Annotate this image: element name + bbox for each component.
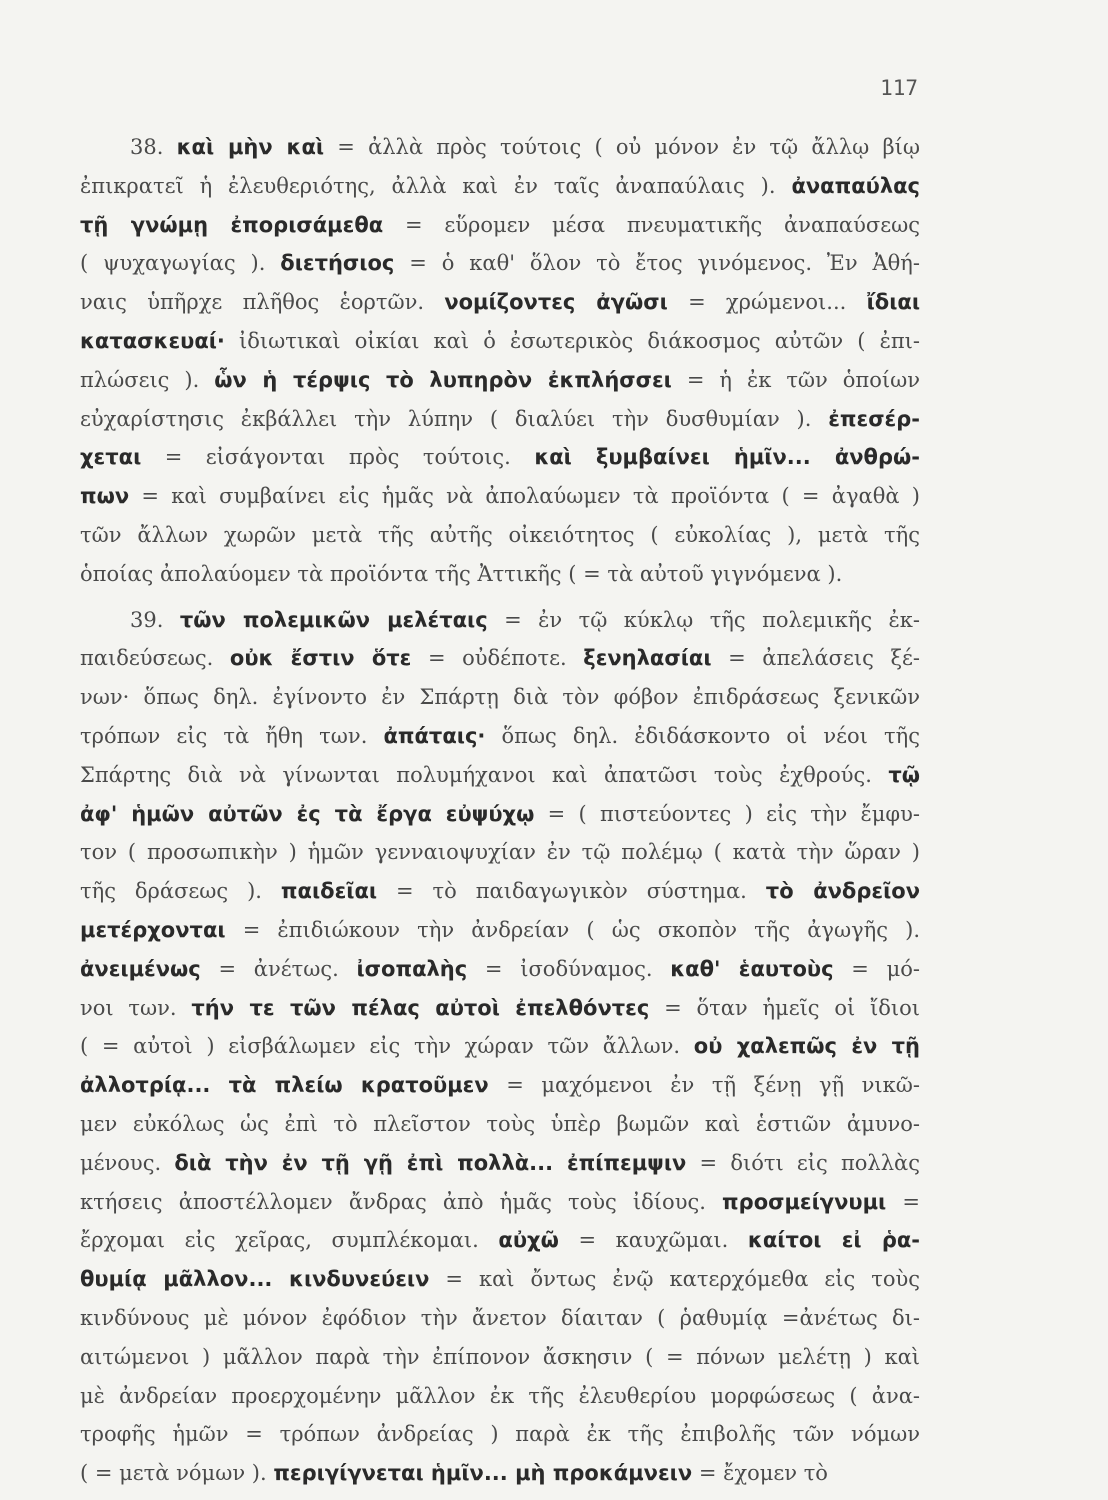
gloss-text: κτήσεις ἀποστέλλομεν ἄνδρας ἀπὸ ἡμᾶς τοὺς ἰδίους.: [80, 1189, 723, 1214]
gloss-text: = ἀπελάσεις ξέ-: [711, 646, 920, 671]
gloss-text: κινδύνους μὲ μόνον ἐφόδιον τὴν ἄνετον δίαιταν ( ῥαθυμίᾳ =ἀνέτως δι-: [80, 1305, 920, 1330]
text-line: [80, 244, 920, 283]
lemma-term: κατασκευαί·: [80, 328, 225, 353]
gloss-text: μὲ ἀνδρείαν προερχομένην μᾶλλον ἐκ τῆς ἐλευθερίου μορφώσεως ( ἀνα-: [80, 1383, 920, 1408]
gloss-text: τροφῆς ἡμῶν = τρόπων ἀνδρείας ) παρὰ ἐκ τῆς ἐπιβολῆς τῶν νόμων: [80, 1422, 920, 1447]
text-line: [80, 438, 920, 477]
gloss-text: ( = μετὰ νόμων ).: [80, 1461, 274, 1486]
text-line: [80, 477, 920, 516]
lemma-term: καθ' ἑαυτοὺς: [670, 956, 834, 981]
gloss-text: ναις ὑπῆρχε πλῆθος ἑορτῶν.: [80, 290, 445, 315]
gloss-text: παιδεύσεως.: [80, 646, 230, 671]
gloss-text: = καὶ ὄντως ἐνῷ κατερχόμεθα εἰς τοὺς: [429, 1267, 921, 1292]
text-line: [80, 1066, 920, 1105]
text-line: [80, 361, 920, 400]
text-line: [80, 206, 920, 245]
text-line: [80, 516, 920, 555]
lemma-term: ἀφ' ἡμῶν αὐτῶν ἐς τὰ ἔργα εὐψύχῳ: [80, 801, 535, 826]
lemma-term: καὶ ξυμβαίνει ἡμῖν... ἀνθρώ-: [534, 445, 920, 470]
lemma-term: ἀλλοτρίᾳ... τὰ πλείω κρατοῦμεν: [80, 1073, 489, 1098]
text-line: [80, 1144, 920, 1183]
text-line: [80, 989, 920, 1028]
lemma-term: τήν τε τῶν πέλας αὐτοὶ ἐπελθόντες: [191, 995, 650, 1020]
lemma-term: τῇ γνώμῃ ἐπορισάμεθα: [80, 212, 384, 237]
gloss-text: ἐπικρατεῖ ἡ ἐλευθεριότης, ἀλλὰ καὶ ἐν ταῖς ἀναπαύλαις ).: [80, 173, 792, 198]
text-line: [80, 1027, 920, 1066]
lemma-term: ἀναπαύλας: [791, 173, 920, 198]
lemma-term: παιδεῖαι: [280, 879, 378, 904]
gloss-text: εὐχαρίστησις ἐκβάλλει τὴν λύπην ( διαλύει τὴν δυσθυμίαν ).: [80, 406, 829, 431]
text-line: [80, 167, 920, 206]
text-line: [80, 1105, 920, 1144]
text-line: [80, 678, 920, 717]
gloss-text: μεν εὐκόλως ὡς ἐπὶ τὸ πλεῖστον τοὺς ὑπὲρ βωμῶν καὶ ἑστιῶν ἀμυνο-: [80, 1111, 920, 1136]
gloss-text: τον ( προσωπικὴν ) ἡμῶν γενναιοψυχίαν ἐν τῷ πολέμῳ ( κατὰ τὴν ὥραν ): [80, 840, 920, 865]
gloss-text: = ἐπιδιώκουν τὴν ἀνδρείαν ( ὡς σκοπὸν τῆς ἀγωγῆς ).: [225, 917, 920, 942]
text-line: [80, 1299, 920, 1338]
gloss-text: = χρώμενοι...: [667, 290, 867, 315]
lemma-term: διὰ τὴν ἐν τῇ γῇ ἐπὶ πολλὰ... ἐπίπεμψιν: [174, 1150, 687, 1175]
gloss-text: τρόπων εἰς τὰ ἤθη των.: [80, 723, 384, 748]
text-line: [80, 717, 920, 756]
lemma-term: περιγίγνεται ἡμῖν... μὴ προκάμνειν: [273, 1461, 693, 1486]
text-line: [80, 322, 920, 361]
commentary-text: [80, 128, 920, 1493]
text-line: [80, 833, 920, 872]
gloss-text: νοι των.: [80, 995, 192, 1020]
gloss-text: = ἔχομεν τὸ: [692, 1461, 828, 1486]
gloss-text: ὁποίας ἀπολαύομεν τὰ προϊόντα τῆς Ἀττικῆς ( = τὰ αὐτοῦ γιγνόμενα ).: [80, 561, 843, 586]
gloss-text: = μαχόμενοι ἐν τῇ ξένῃ γῇ νικῶ-: [488, 1073, 921, 1098]
gloss-text: νων· ὅπως δηλ. ἐγίνοντο ἐν Σπάρτῃ διὰ τὸν φόβον ἐπιδράσεως ξενικῶν: [80, 685, 920, 710]
text-line: [80, 128, 920, 167]
gloss-text: ( = αὐτοὶ ) εἰσβάλωμεν εἰς τὴν χώραν τῶν ἄλλων.: [80, 1034, 694, 1059]
lemma-term: μετέρχονται: [80, 917, 226, 942]
gloss-text: μένους.: [80, 1150, 175, 1175]
lemma-term: ξενηλασίαι: [583, 646, 712, 671]
gloss-text: = ἐν τῷ κύκλῳ τῆς πολεμικῆς ἐκ-: [487, 607, 921, 632]
lemma-term: τῷ: [888, 762, 920, 787]
text-line: [80, 1415, 920, 1454]
text-line: [80, 1338, 920, 1377]
lemma-term: θυμίᾳ μᾶλλον... κινδυνεύειν: [80, 1267, 430, 1292]
lemma-term: προσμείγνυμι: [722, 1189, 887, 1214]
gloss-text: = καὶ συμβαίνει εἰς ἡμᾶς νὰ ἀπολαύωμεν τὰ προϊόντα ( = ἀγαθὰ ): [129, 484, 920, 509]
gloss-text: = καυχῶμαι.: [558, 1228, 748, 1253]
gloss-text: πλώσεις ).: [80, 367, 215, 392]
gloss-text: = ἰσοδύναμος.: [467, 956, 671, 981]
gloss-text: ἰδιωτικαὶ οἰκίαι καὶ ὁ ἐσωτερικὸς διάκοσμος αὐτῶν ( ἐπι-: [224, 328, 920, 353]
gloss-text: = ( πιστεύοντες ) εἰς τὴν ἔμφυ-: [534, 801, 920, 826]
gloss-text: = μό-: [833, 956, 920, 981]
gloss-text: ( ψυχαγωγίας ).: [80, 251, 281, 276]
gloss-text: = εἰσάγονται πρὸς τούτοις.: [141, 445, 535, 470]
lemma-term: οὐ χαλεπῶς ἐν τῇ: [693, 1034, 921, 1059]
gloss-text: ἔρχομαι εἰς χεῖρας, συμπλέκομαι.: [80, 1228, 499, 1253]
lemma-term: ἀπάταις·: [383, 723, 486, 748]
gloss-text: = ἡ ἐκ τῶν ὁποίων: [671, 367, 921, 392]
gloss-text: τῆς δράσεως ).: [80, 879, 281, 904]
lemma-term: τῶν πολεμικῶν μελέταις: [179, 607, 488, 632]
lemma-term: διετήσιος: [280, 251, 395, 276]
gloss-text: = οὐδέποτε.: [411, 646, 584, 671]
text-line: [80, 950, 920, 989]
gloss-text: 39.: [130, 607, 180, 632]
text-line: [80, 872, 920, 911]
text-line: [80, 1454, 920, 1493]
gloss-text: =: [886, 1189, 920, 1214]
lemma-term: καὶ μὴν καὶ: [176, 135, 325, 159]
gloss-text: Σπάρτης διὰ νὰ γίνωνται πολυμήχανοι καὶ ἀπατῶσι τοὺς ἐχθρούς.: [80, 762, 889, 787]
lemma-term: ὧν ἡ τέρψις τὸ λυπηρὸν ἐκπλήσσει: [214, 367, 672, 392]
text-line: [80, 1260, 920, 1299]
gloss-text: = διότι εἰς πολλὰς: [686, 1150, 920, 1175]
text-line: [80, 555, 920, 594]
gloss-text: ὅπως δηλ. ἐδιδάσκοντο οἱ νέοι τῆς: [485, 723, 920, 748]
lemma-term: ἐπεσέρ-: [828, 406, 920, 431]
text-line: [80, 1221, 920, 1260]
text-line: [80, 283, 920, 322]
gloss-text: = ἀλλὰ πρὸς τούτοις ( οὐ μόνον ἐν τῷ ἄλλῳ βίῳ: [324, 135, 921, 159]
gloss-text: = ἀνέτως.: [200, 956, 357, 981]
page-number: 117: [880, 76, 918, 100]
text-line: [80, 795, 920, 834]
lemma-term: οὐκ ἔστιν ὅτε: [229, 646, 412, 671]
text-line: [80, 400, 920, 439]
lemma-term: ἴδιαι: [866, 290, 920, 315]
text-line: [80, 639, 920, 678]
text-line: [80, 1377, 920, 1416]
lemma-term: ἀνειμένως: [80, 956, 201, 981]
lemma-term: αὐχῶ: [498, 1228, 559, 1253]
lemma-term: ἰσοπαλὴς: [356, 956, 468, 981]
lemma-term: τὸ ἀνδρεῖον: [765, 879, 920, 904]
gloss-text: = τὸ παιδαγωγικὸν σύστημα.: [377, 879, 766, 904]
text-line: [80, 756, 920, 795]
gloss-text: = ὅταν ἡμεῖς οἱ ἴδιοι: [649, 995, 920, 1020]
text-line: [80, 1183, 920, 1222]
gloss-text: 38.: [130, 135, 177, 159]
gloss-text: = εὕρομεν μέσα πνευματικῆς ἀναπαύσεως: [383, 212, 920, 237]
text-line: [80, 601, 920, 640]
text-line: [80, 911, 920, 950]
gloss-text: αιτώμενοι ) μᾶλλον παρὰ τὴν ἐπίπονον ἄσκησιν ( = πόνων μελέτῃ ) καὶ: [80, 1344, 920, 1369]
lemma-term: νομίζοντες ἀγῶσι: [444, 290, 668, 315]
lemma-term: πων: [80, 484, 130, 509]
lemma-term: καίτοι εἰ ῥα-: [747, 1228, 921, 1253]
gloss-text: τῶν ἄλλων χωρῶν μετὰ τῆς αὐτῆς οἰκειότητος ( εὐκολίας ), μετὰ τῆς: [80, 522, 920, 547]
lemma-term: χεται: [80, 445, 142, 470]
gloss-text: = ὁ καθ' ὅλον τὸ ἔτος γινόμενος. Ἐν Ἀθή-: [394, 251, 920, 276]
